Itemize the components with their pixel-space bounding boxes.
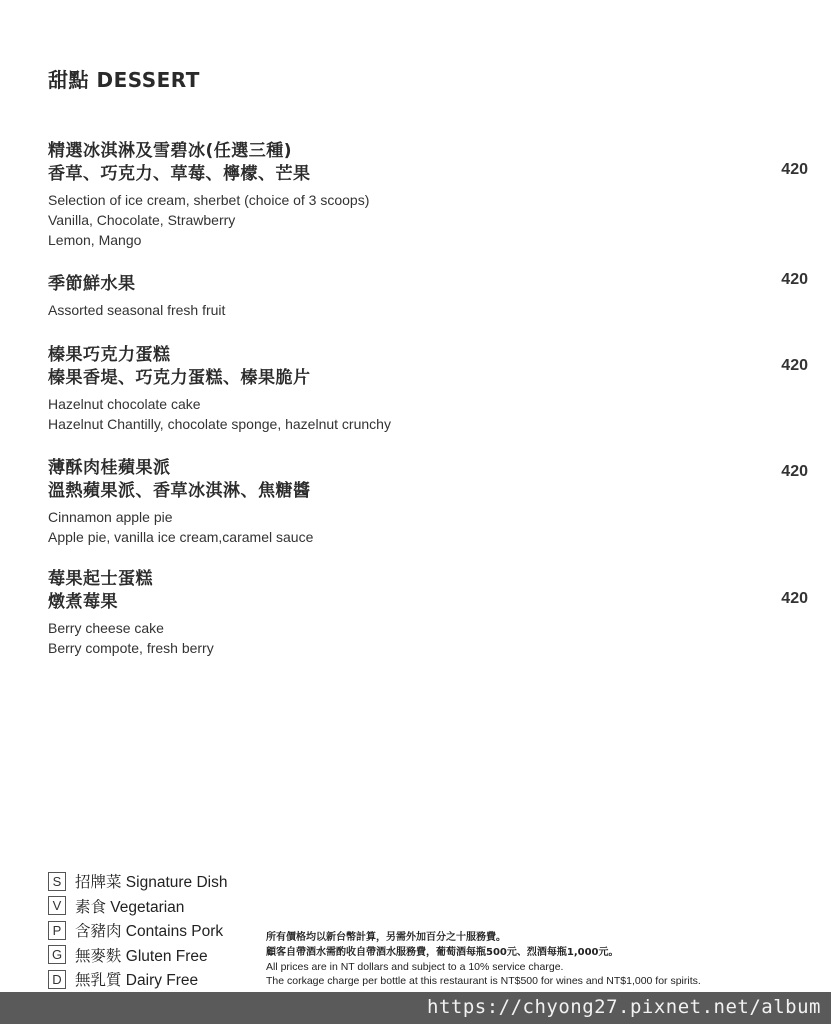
menu-item-ice-cream — [48, 140, 808, 250]
legend-item-dairy-free — [48, 967, 227, 992]
menu-item-apple-pie — [48, 457, 808, 547]
item-desc-en: Apple pie, vanilla ice cream,caramel sauce — [48, 529, 314, 545]
pricing-notes — [266, 930, 806, 988]
item-price: 420 — [781, 590, 808, 607]
item-desc-en: Vanilla, Chocolate, Strawberry — [48, 212, 236, 228]
legend-item-vegetarian — [48, 894, 227, 919]
legend-item-signature — [48, 869, 227, 894]
item-desc-en: Hazelnut Chantilly, chocolate sponge, hazelnut crunchy — [48, 416, 391, 432]
item-price: 420 — [781, 357, 808, 374]
item-desc-en: Lemon, Mango — [48, 232, 142, 248]
note-service-charge-zh: 所有價格均以新台幣計算，另需外加百分之十服務費。 — [266, 932, 506, 943]
item-name-en: Assorted seasonal fresh fruit — [48, 302, 226, 318]
menu-item-berry-cheesecake — [48, 568, 808, 658]
legend-code-box: V — [48, 896, 66, 915]
legend-label: 無麥麩 Gluten Free — [75, 947, 208, 965]
dietary-legend — [48, 869, 227, 992]
item-price: 420 — [781, 463, 808, 480]
item-name-zh: 莓果起士蛋糕 — [48, 569, 153, 589]
legend-code-box: D — [48, 970, 66, 989]
note-corkage-en: The corkage charge per bottle at this restaurant is NT$500 for wines and NT$1,000 for spirits. — [266, 975, 701, 987]
item-name-zh: 薄酥肉桂蘋果派 — [48, 458, 171, 478]
note-corkage-zh: 顧客自帶酒水需酌收自帶酒水服務費，葡萄酒每瓶500元、烈酒每瓶1,000元。 — [266, 947, 619, 958]
note-service-charge-en: All prices are in NT dollars and subject to a 10% service charge. — [266, 961, 564, 973]
item-desc-zh: 榛果香堤、巧克力蛋糕、榛果脆片 — [48, 368, 311, 388]
menu-item-hazelnut-cake — [48, 344, 808, 434]
item-name-en: Berry cheese cake — [48, 620, 164, 636]
item-name-en: Cinnamon apple pie — [48, 509, 173, 525]
item-desc-zh: 溫熱蘋果派、香草冰淇淋、焦糖醬 — [48, 481, 311, 501]
legend-item-pork — [48, 918, 227, 943]
item-price: 420 — [781, 161, 808, 178]
legend-code-box: P — [48, 921, 66, 940]
item-desc-en: Berry compote, fresh berry — [48, 640, 214, 656]
legend-code-box: G — [48, 945, 66, 964]
menu-item-fresh-fruit — [48, 273, 808, 320]
item-desc-zh: 香草、巧克力、草莓、檸檬、芒果 — [48, 164, 311, 184]
legend-label: 無乳質 Dairy Free — [75, 972, 199, 990]
legend-code-box: S — [48, 872, 66, 891]
legend-label: 含豬肉 Contains Pork — [75, 923, 224, 941]
item-name-en: Selection of ice cream, sherbet (choice of 3 scoops) — [48, 192, 370, 208]
watermark-bar — [0, 992, 831, 1024]
legend-label: 招牌菜 Signature Dish — [75, 874, 228, 892]
menu-title: 甜點 DESSERT — [48, 68, 200, 92]
item-price: 420 — [781, 271, 808, 288]
item-desc-zh: 燉煮莓果 — [48, 592, 118, 612]
legend-item-gluten-free — [48, 943, 227, 968]
watermark-url: https://chyong27.pixnet.net/album — [427, 996, 821, 1018]
item-name-zh: 精選冰淇淋及雪碧冰(任選三種) — [48, 141, 293, 161]
legend-label: 素食 Vegetarian — [75, 898, 185, 916]
item-name-zh: 榛果巧克力蛋糕 — [48, 345, 171, 365]
item-name-zh: 季節鮮水果 — [48, 274, 136, 294]
item-name-en: Hazelnut chocolate cake — [48, 396, 201, 412]
